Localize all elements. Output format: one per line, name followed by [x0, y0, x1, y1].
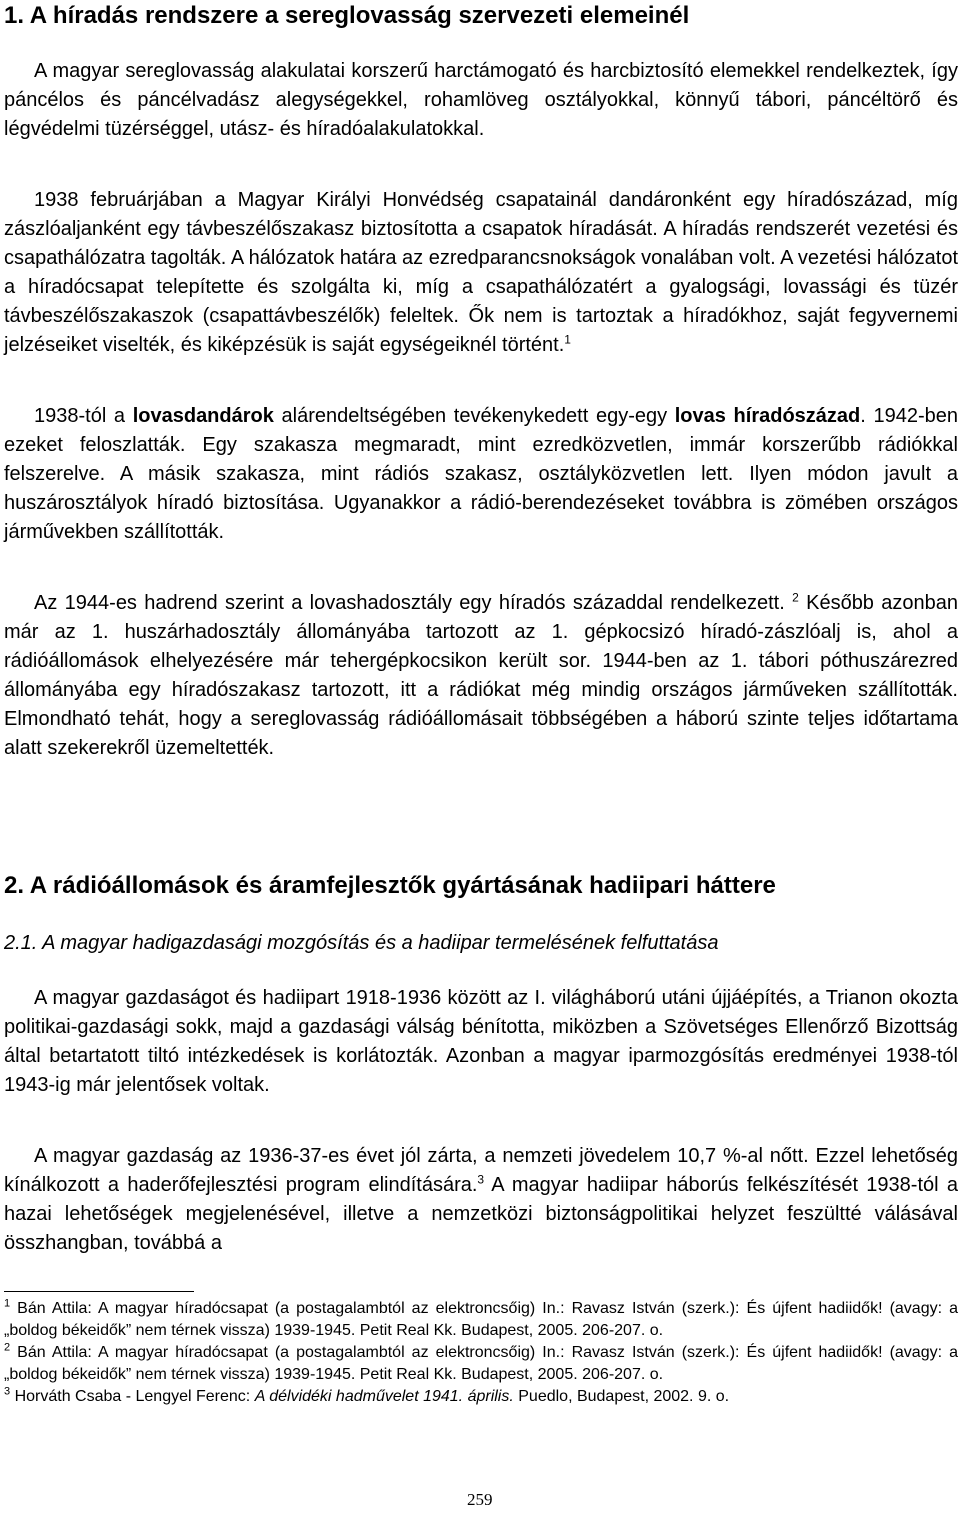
paragraph-4-text: Az 1944-es hadrend szerint a lovashadosztály egy híradós századdal rendelkezett. $^2$ Később azonban már az 1. huszárhadosztály állományába tartozott az 1. gépkocsizó híradó-zászlóalj is, ahol a rádióállomások elhelyezésére már tehergépkocsikon került sor. 1944-ben az 1. tábori póthuszárezred állományába egy híradószakasz tartozott, itt a rádiókat még mindig országos járműveken szállították. Elmondható tehát, hogy a sereglovasság rádióállomásait többségében a háború szinte teljes időtartama alatt szekerekről üzemeltették.: [4, 590, 958, 759]
paragraph-2-body: 1938 februárjában a Magyar Királyi Honvédség csapatainál dandáronként egy híradószázad, míg zászlóaljanként egy távbeszélőszakasz biztosította a csapatok híradását. A híradás rendszerét vezetési és csapathálózatra tagolták. A hálózatok határa az ezredparancsnokságok vonalában volt. A vezetési hálózatot a híradócsapat telepítette és szolgálta ki, míg a csapathálózatért a gyalogsági, lovassági és tüzér távbeszélőszakaszok (csapattávbeszélők) feleltek. Ők nem is tartoztak a híradókhoz, saját fegyvernemi jelzéseiket viselték, és kiképzésük is saját egységeiknél történt.: [4, 189, 958, 356]
paragraph-2-text: [4, 186, 958, 360]
footnote-3-title: A délvidéki hadművelet 1941. április.: [254, 1388, 514, 1405]
page-number: 259: [467, 1490, 493, 1509]
paragraph-3-text: 1938-tól a lovasdandárok alárendeltségében tevékenykedett egy-egy lovas híradószázad. 1942-ben ezeket feloszlatták. Egy szakasza megmaradt, mint ezredközvetlen, immár korszerűbb rádiókkal felszerelve. A másik szakasza, mint rádiós szakasz, osztályközvetlen lett. Ilyen módon javult a huszárosztályok híradó biztosítása. Ugyanakkor a rádió-berendezéseket továbbra is zömében országos járművekben szállították.: [4, 405, 958, 543]
bold-lovas-hiradoszazad: lovas híradószázad: [674, 405, 861, 427]
section-heading-2: 2. A rádióállomások és áramfejlesztők gyártásának hadiipari háttere: [4, 872, 776, 899]
paragraph-6: [4, 1142, 958, 1258]
section-heading-1: 1. A híradás rendszere a sereglovasság szervezeti elemeinél: [4, 2, 690, 29]
subsection-heading-2-1: 2.1. A magyar hadigazdasági mozgósítás és a hadiipar termelésének felfuttatása: [4, 932, 719, 954]
footnote-1: $^1$ Bán Attila: A magyar híradócsapat (a postagalambtól az elektroncsőig) In.: Ravasz István (szerk.): És újfent hadiidők! (avagy: a „boldog békeidők” nem térnek vissza) 1939-1945. Petit Real Kk. Budapest, 2005. 206-207. o.: [4, 1297, 958, 1339]
bold-lovasdandarok: lovasdandárok: [132, 405, 274, 427]
paragraph-1-text: A magyar sereglovasság alakulatai korszerű harctámogató és harcbiztosító elemekkel rendelkeztek, így páncélos és páncélvadász alegységekkel, rohamlöveg osztályokkal, könnyű tábori, páncéltörő és légvédelmi tüzérséggel, utász- és híradóalakulatokkal.: [4, 60, 958, 140]
footnote-3: $^3$ Horváth Csaba - Lengyel Ferenc: A délvidéki hadművelet 1941. április. Puedlo, Budapest, 2002. 9. o.: [4, 1385, 730, 1405]
paragraph-5-text: A magyar gazdaságot és hadiipart 1918-1936 között az I. világháború utáni újjáépítés, a Trianon okozta politikai-gazdasági sokk, majd a gazdasági válság bénította, miközben a Szövetséges Ellenőrző Bizottság által betartatott tiltó intézkedések is korlátozták. Azonban a magyar iparmozgósítás eredményei 1938-tól 1943-ig már jelentősek voltak.: [4, 987, 958, 1096]
footnote-separator: [4, 1291, 194, 1292]
footnote-ref-2[interactable]: 2: [792, 590, 799, 605]
footnotes: [4, 1298, 958, 1408]
footnote-ref-1[interactable]: 1: [564, 332, 571, 347]
paragraph-5: [4, 984, 958, 1100]
paragraph-6-text: A magyar gazdaság az 1936-37-es évet jól zárta, a nemzeti jövedelem 10,7 %-al nőtt. Ezzel lehetőség kínálkozott a haderőfejlesztési program elindítására.$^3$ A magyar hadiipar háborús felkészítését 1938-tól a hazai lehetőségek megjelenésével, illetve a nemzetközi biztonságpolitikai helyzet feszültté válásával összhangban, továbbá a: [4, 1145, 958, 1254]
paragraph-4: [4, 589, 958, 763]
paragraph-3: [4, 402, 958, 547]
paragraph-2: [4, 186, 958, 360]
footnote-2: $^2$ Bán Attila: A magyar híradócsapat (a postagalambtól az elektroncsőig) In.: Ravasz István (szerk.): És újfent hadiidők! (avagy: a „boldog békeidők” nem térnek vissza) 1939-1945. Petit Real Kk. Budapest, 2005. 206-207. o.: [4, 1341, 958, 1383]
paragraph-1: [4, 57, 958, 144]
footnote-ref-3[interactable]: 3: [477, 1172, 485, 1187]
